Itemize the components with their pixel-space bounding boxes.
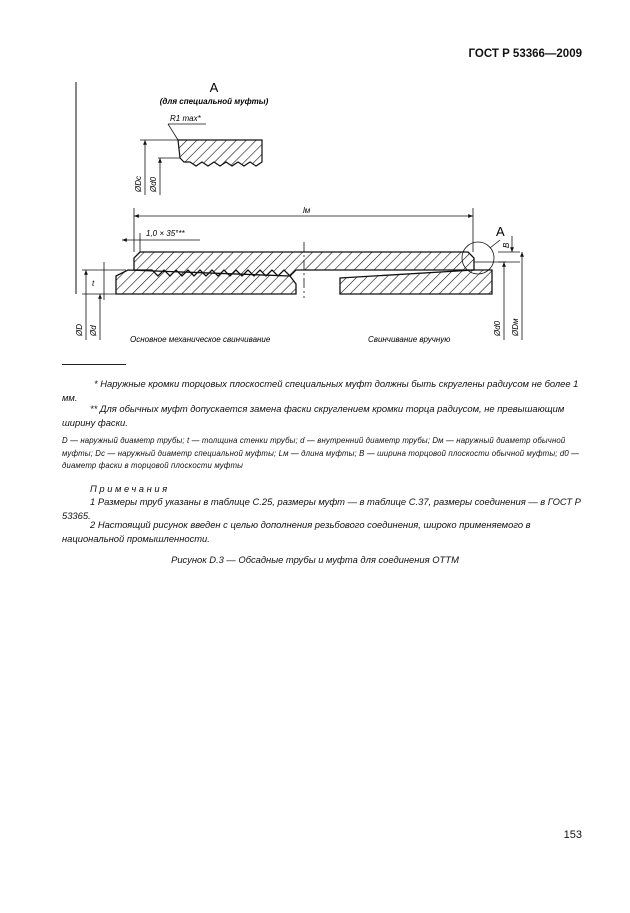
technical-drawing [0,0,630,360]
legend-text: D — наружный диаметр трубы; t — толщина стенки трубы; d — внутренний диаметр трубы; Dм — наружный диаметр обычной муфты; Dc — наружный диаметр специальной муфты; Lм — длина муфты; B — ширина торцовой плоскости обычной муфты; d0 — диаметр фаски в торцовой плоскости муфты [62,436,580,470]
b-label: B [502,242,511,248]
d-inner-label: Ød [89,325,98,336]
footnote-2: ** Для обычных муфт допускается замена фаски скруглением кромки торца радиусом, не превышающим ширину фаски. [62,403,565,428]
radius-leader-slant [168,124,178,140]
footnote-1: * Наружные кромки торцовых плоскостей специальных муфт должны быть скруглены радиусом не более 1 мм. [62,378,579,403]
d-outer-label: ØD [75,324,84,336]
chamfer-label: 1,0 × 35°** [146,229,185,238]
machine-makeup-label: Основное механическое свинчивание [130,335,271,344]
dm-label: ØDм [511,318,520,336]
d0-label: Ød0 [493,320,502,336]
figure-caption: Рисунок D.3 — Обсадные трубы и муфта для соединения ОТТМ [171,554,459,565]
dc-label: ØDc [134,176,143,192]
radius-label: R1 max* [170,114,201,123]
callout-letter: A [496,224,505,239]
right-pipe-section [340,270,492,294]
note-1: 1 Размеры труб указаны в таблице С.25, размеры муфт — в таблице С.37, размеры соединения — в ГОСТ Р 53365. [62,496,581,521]
detail-coupling-section [178,140,262,166]
t-label: t [92,279,95,288]
lm-label: lм [303,206,311,215]
standard-header: ГОСТ Р 53366—2009 [468,48,582,60]
callout-leader [490,240,500,248]
detail-note: (для специальной муфты) [159,97,269,106]
page-number: 153 [563,829,582,841]
detail-letter: A [209,80,219,95]
note-2: 2 Настоящий рисунок введен с целью дополнения резьбового соединения, широко применяемого в национальной промышленности. [62,519,531,544]
d0-small-label: Ød0 [149,176,158,192]
footnote-separator [62,364,126,365]
notes-title: Примечания [90,483,170,494]
hand-makeup-label: Свинчивание вручную [368,335,451,344]
